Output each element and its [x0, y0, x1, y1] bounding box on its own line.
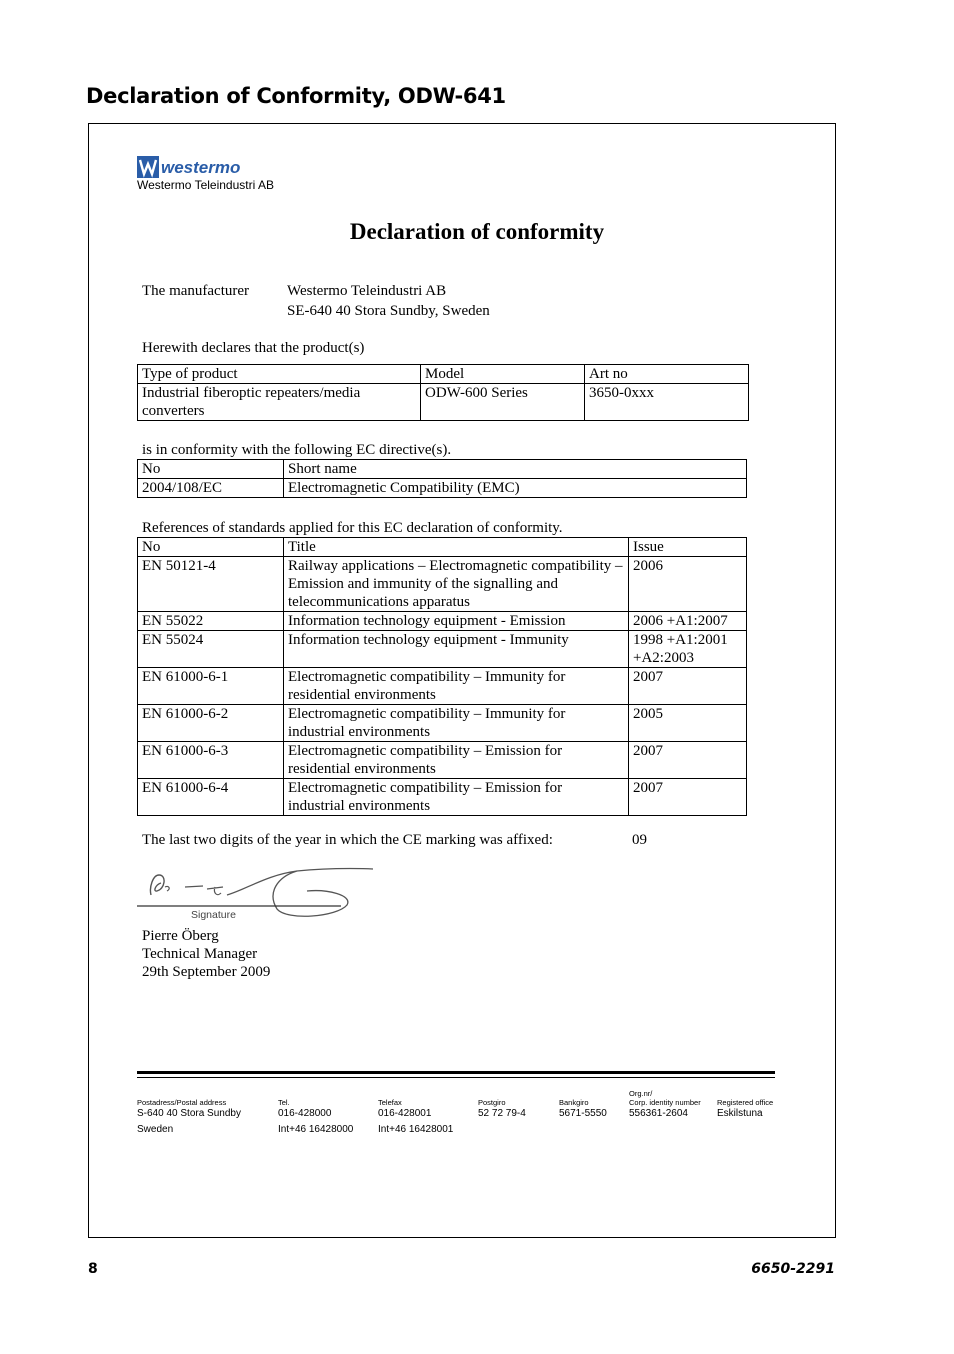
standard-issue-cell: 2007 [629, 779, 747, 816]
document-title: Declaration of conformity [349, 219, 605, 244]
header-art-no: Art no [585, 365, 749, 384]
footer-orgnr-label-top: Org.nr/ [629, 1089, 653, 1098]
table-header-row [138, 365, 749, 384]
standard-no-cell: EN 55022 [138, 612, 284, 631]
footer-bankgiro-value: 5671-5550 [559, 1108, 607, 1119]
footer-tel-label: Tel. [278, 1098, 290, 1107]
standard-issue-cell: 2007 [629, 742, 747, 779]
footer-orgnr-label: Corp. identity number [629, 1098, 701, 1107]
footer-office-value: Eskilstuna [717, 1108, 763, 1119]
footer-postal-label: Postadress/Postal address [137, 1098, 227, 1107]
table-row [138, 779, 747, 816]
footer-orgnr-value: 556361-2604 [629, 1108, 688, 1119]
logo-wordmark: westermo [161, 158, 241, 177]
page-heading: Declaration of Conformity, ODW-641 [86, 84, 506, 108]
header-no: No [138, 538, 284, 557]
signature-caption: Signature [191, 909, 236, 921]
table-row [138, 557, 747, 612]
footer-rule-thin [137, 1077, 775, 1078]
standard-issue-cell: 2005 [629, 705, 747, 742]
page-number: 8 [88, 1261, 98, 1277]
standard-issue-cell: 2007 [629, 668, 747, 705]
header-model: Model [421, 365, 585, 384]
footer-tel-line2: Int+46 16428000 [278, 1124, 354, 1135]
header-short-name: Short name [284, 460, 747, 479]
manufacturer-name: Westermo Teleindustri AB [287, 283, 447, 299]
footer-rule [137, 1071, 775, 1074]
standards-intro: References of standards applied for this EC declaration of conformity. [142, 520, 563, 536]
ce-marking-value: 09 [632, 832, 647, 848]
signature-scribble-icon [137, 865, 377, 923]
standard-no-cell: EN 61000-6-4 [138, 779, 284, 816]
table-row [138, 668, 747, 705]
footer-tel-line1: 016-428000 [278, 1108, 332, 1119]
product-table [137, 364, 749, 421]
directive-intro: is in conformity with the following EC directive(s). [142, 442, 452, 458]
table-row [138, 612, 747, 631]
standard-no-cell: EN 55024 [138, 631, 284, 668]
standard-title-cell: Electromagnetic compatibility – Emission for industrial environments [284, 779, 629, 816]
standard-title-cell: Railway applications – Electromagnetic compatibility – Emission and immunity of the signalling and telecommunications apparatus [284, 557, 629, 612]
footer-fax-label: Telefax [378, 1098, 402, 1107]
table-row [138, 705, 747, 742]
footer-office-label: Registered office [717, 1098, 774, 1107]
standard-issue-cell: 2006 +A1:2007 [629, 612, 747, 631]
standard-title-cell: Electromagnetic compatibility – Immunity for industrial environments [284, 705, 629, 742]
signer-role: Technical Manager [142, 946, 258, 962]
header-no: No [138, 460, 284, 479]
header-type-of-product: Type of product [138, 365, 421, 384]
manufacturer-label: The manufacturer [142, 283, 250, 299]
standard-no-cell: EN 61000-6-1 [138, 668, 284, 705]
directive-no-cell: 2004/108/EC [138, 479, 284, 498]
table-row [138, 479, 747, 498]
signer-name: Pierre Öberg [142, 928, 219, 944]
standard-issue-cell: 2006 [629, 557, 747, 612]
manufacturer-address: SE-640 40 Stora Sundby, Sweden [287, 303, 490, 319]
table-row [138, 631, 747, 668]
standard-no-cell: EN 61000-6-2 [138, 705, 284, 742]
product-model-cell: ODW-600 Series [421, 384, 585, 421]
header-issue: Issue [629, 538, 747, 557]
footer-postgiro-label: Postgiro [478, 1098, 506, 1107]
table-header-row [138, 460, 747, 479]
standards-table [137, 537, 747, 816]
standard-title-cell: Electromagnetic compatibility – Emission for residential environments [284, 742, 629, 779]
standard-no-cell: EN 61000-6-3 [138, 742, 284, 779]
standard-no-cell: EN 50121-4 [138, 557, 284, 612]
standard-title-cell: Information technology equipment - Emission [284, 612, 629, 631]
product-type-cell: Industrial fiberoptic repeaters/media converters [138, 384, 421, 421]
declares-text: Herewith declares that the product(s) [142, 340, 365, 356]
standard-title-cell: Information technology equipment - Immunity [284, 631, 629, 668]
table-row [138, 742, 747, 779]
directive-name-cell: Electromagnetic Compatibility (EMC) [284, 479, 747, 498]
header-title: Title [284, 538, 629, 557]
table-header-row [138, 538, 747, 557]
signature-image [137, 865, 377, 928]
ce-marking-text: The last two digits of the year in which the CE marking was affixed: [142, 832, 553, 848]
footer-bankgiro-label: Bankgiro [559, 1098, 589, 1107]
document-number: 6650-2291 [751, 1261, 835, 1277]
standard-title-cell: Electromagnetic compatibility – Immunity for residential environments [284, 668, 629, 705]
footer-postgiro-value: 52 72 79-4 [478, 1108, 526, 1119]
standard-issue-cell: 1998 +A1:2001 +A2:2003 [629, 631, 747, 668]
table-row [138, 384, 749, 421]
directive-table [137, 459, 747, 498]
footer-postal-line2: Sweden [137, 1124, 174, 1135]
product-artno-cell: 3650-0xxx [585, 384, 749, 421]
company-subtitle: Westermo Teleindustri AB [137, 178, 274, 192]
signature-date: 29th September 2009 [142, 964, 271, 980]
footer-postal-line1: S-640 40 Stora Sundby [137, 1108, 241, 1119]
footer-fax-line2: Int+46 16428001 [378, 1124, 454, 1135]
westermo-logo-icon [137, 156, 241, 178]
footer-fax-line1: 016-428001 [378, 1108, 432, 1119]
